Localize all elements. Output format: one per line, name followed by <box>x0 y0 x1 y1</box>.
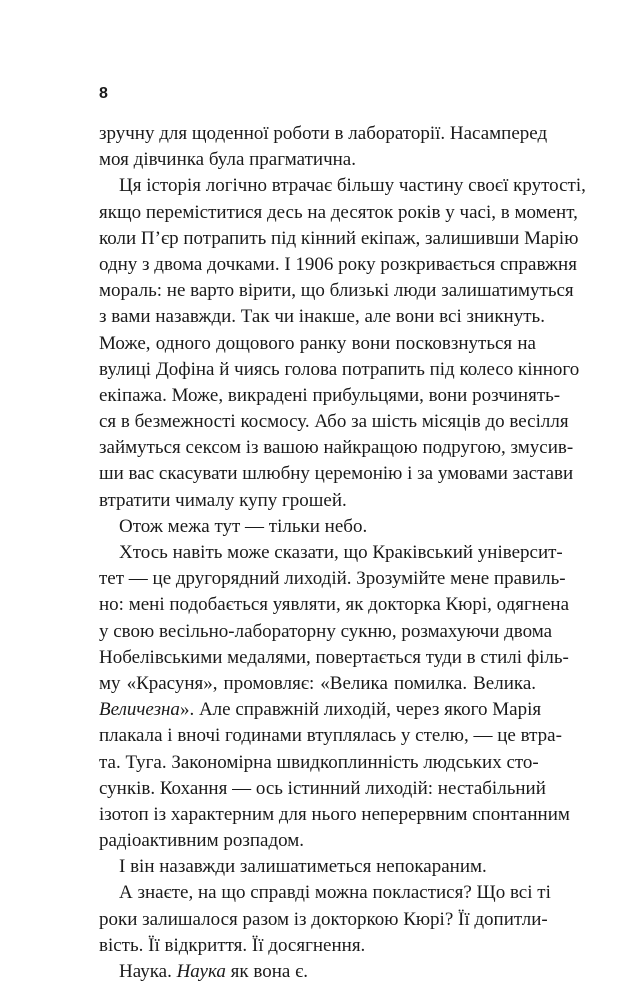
text-line: Отож межа тут — тільки небо. <box>119 515 368 537</box>
text-line: одну з двома дочками. І 1906 року розкривається справжня <box>99 253 577 275</box>
text-line: якщо переміститися десь на десяток років у часі, в момент, <box>99 201 578 223</box>
text-line: му «Красуня», промовляє: «Велика помилка. Велика. <box>99 672 536 694</box>
text-line: Наука. Наука як вона є. <box>119 961 308 982</box>
text-line: Величезна». Але справжній лиходій, через якого Марія <box>99 699 542 721</box>
text-line: радіоактивним розпадом. <box>99 830 305 852</box>
text-line: моя дівчинка була прагматична. <box>99 149 356 171</box>
page-number: 8 <box>99 85 108 102</box>
text-line: ши вас скасувати шлюбну церемонію і за умовами застави <box>99 463 574 485</box>
text-line: зручну для щоденної роботи в лабораторії. Насамперед <box>99 123 548 144</box>
text-line: екіпажа. Може, викрадені прибульцями, вони розчинять- <box>99 384 561 406</box>
body-text <box>99 121 586 985</box>
emphasized-word: Величезна <box>99 699 180 721</box>
text-line: І він назавжди залишатиметься непокараним. <box>119 856 487 878</box>
text-line: тет — це другорядний лиходій. Зрозумійте мене правиль- <box>99 568 566 590</box>
text-line: Хтось навіть може сказати, що Краківський університ- <box>119 542 563 563</box>
text-line: у свою весільно-лабораторну сукню, розмахуючи двома <box>99 620 553 642</box>
text-line: Нобелівськими медалями, повертається туди в стилі філь- <box>99 646 569 668</box>
text-line: Ця історія логічно втрачає більшу частину своєї крутості, <box>119 175 586 197</box>
text-line: з вами назавжди. Так чи інакше, але вони всі зникнуть. <box>99 306 545 328</box>
text-line: А знаєте, на що справді можна покластися? Що всі ті <box>119 882 551 904</box>
text-line: ізотоп із характерним для нього неперервним спонтанним <box>99 803 570 825</box>
text-line: та. Туга. Закономірна швидкоплинність людських сто- <box>99 751 539 773</box>
text-line: коли П’єр потрапить під кінний екіпаж, залишивши Марію <box>99 227 579 249</box>
text-line: вулиці Дофіна й чиясь голова потрапить під колесо кінного <box>99 358 580 380</box>
text-line: вість. Її відкриття. Її досягнення. <box>99 934 366 956</box>
text-line: мораль: не варто вірити, що близькі люди залишатимуться <box>99 280 574 302</box>
text-line: роки залишалося разом із докторкою Кюрі? Її допитли- <box>99 908 548 930</box>
text-line: сунків. Кохання — ось істинний лиходій: нестабільний <box>99 777 546 799</box>
text-line: ся в безмежності космосу. Або за шість місяців до весілля <box>99 411 569 433</box>
emphasized-word: Наука <box>176 961 226 982</box>
text-line: плакала і вночі годинами втуплялась у стелю, — це втра- <box>99 725 562 747</box>
text-line: втратити чималу купу грошей. <box>99 489 347 511</box>
text-line: займуться сексом із вашою найкращою подругою, змусив- <box>99 437 574 459</box>
text-line: Може, одного дощового ранку вони посковзнуться на <box>99 332 536 354</box>
text-line: но: мені подобається уявляти, як докторка Кюрі, одягнена <box>99 594 570 616</box>
